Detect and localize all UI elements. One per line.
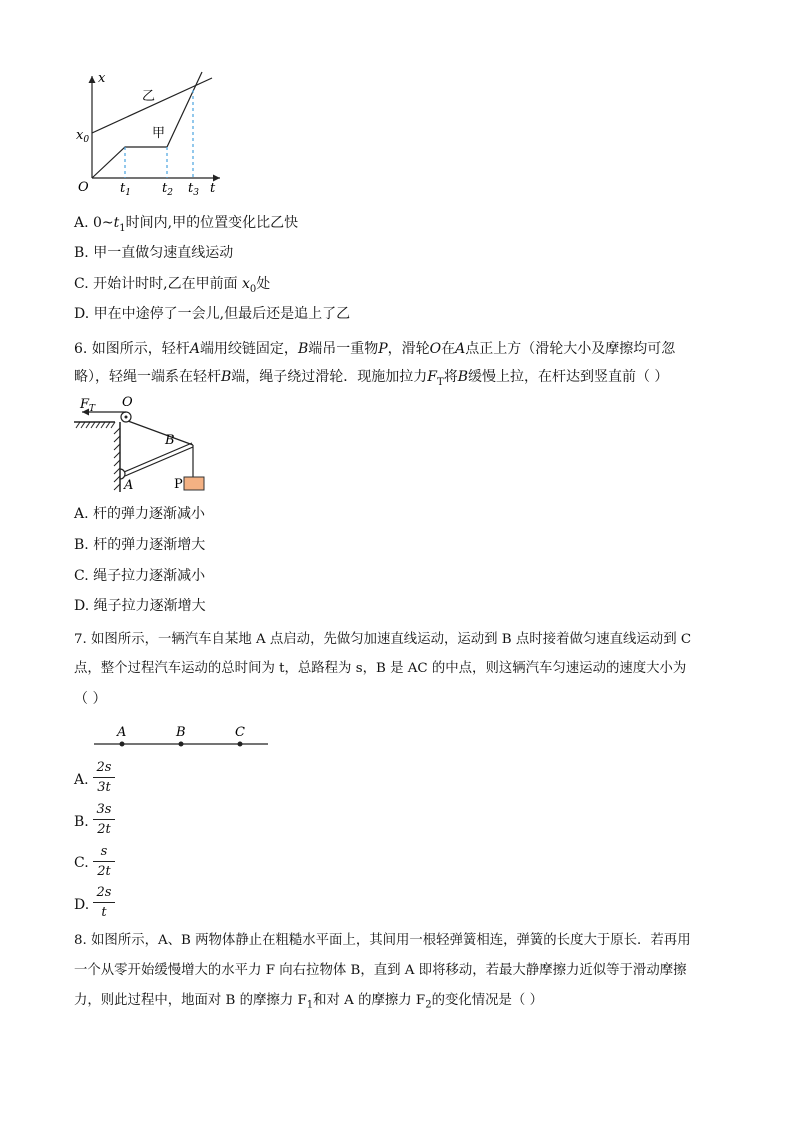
q6-option-c: C. 绳子拉力逐渐减小 (74, 568, 206, 584)
q7-option-c-label: C. (74, 855, 89, 871)
q5-option-c: C. 开始计时时,乙在甲前面 $x_0$处 (74, 276, 271, 295)
ceiling-hatch (76, 422, 115, 428)
p-label: P (174, 477, 183, 492)
x-axis-label: x (98, 71, 106, 86)
q7-option-d-label: D. (74, 897, 90, 913)
q5-option-a: A. $0\sim t_1$时间内,甲的位置变化比乙快 (74, 215, 299, 234)
x0-label: $x_0$ (76, 128, 90, 145)
q7-option-d-fraction: 2s t (90, 884, 118, 921)
q7-stem-line2: 点，整个过程汽车运动的总时间为 t，总路程为 s，B 是 AC 的中点，则这辆汽车匀速运动的速度大小为 (74, 661, 687, 676)
q6-stem-line1: 6. 如图所示，轻杆A端用绞链固定，B端吊一重物P，滑轮O在A点正上方（滑轮大小及摩擦均可忽 (74, 341, 676, 357)
q5-option-d: D. 甲在中途停了一会儿,但最后还是追上了乙 (74, 306, 351, 322)
line-yi (92, 78, 212, 133)
t1-label: $t_1$ (120, 181, 131, 198)
q7-option-a-label: A. (74, 772, 89, 788)
q5-option-b: B. 甲一直做匀速直线运动 (74, 245, 234, 261)
q7-option-b-label: B. (74, 814, 89, 830)
jia-label: 甲 (152, 126, 166, 141)
t-axis-label: t (210, 181, 216, 196)
point-a-label: A (117, 725, 127, 740)
rope-to-b (128, 421, 193, 445)
q7-option-b-fraction: 3s 2t (90, 801, 118, 838)
q6-option-d: D. 绳子拉力逐渐增大 (74, 598, 206, 614)
point-c-label: C (235, 725, 245, 740)
ft-label: $F_T$ (80, 397, 96, 414)
weight-p (184, 477, 204, 490)
origin-label: O (78, 180, 89, 195)
point-a (120, 742, 125, 747)
q6-option-a: A. 杆的弹力逐渐减小 (74, 506, 206, 522)
q7-stem-line1: 7. 如图所示，一辆汽车自某地 A 点启动，先做匀加速直线运动，运动到 B 点时接着做匀速直线运动到 C (74, 632, 692, 647)
q8-stem-line2: 一个从零开始缓慢增大的水平力 F 向右拉物体 B，直到 A 即将移动，若最大静摩擦力近似等于滑动摩擦 (74, 963, 687, 978)
point-b-label: B (176, 725, 186, 740)
q7-option-c-fraction: s 2t (90, 843, 118, 880)
a-label: A (124, 478, 134, 493)
q8-stem-line1: 8. 如图所示，A、B 两物体静止在粗糙水平面上，其间用一根轻弹簧相连，弹簧的长度大于原长．若再用 (74, 933, 691, 948)
rod-top (124, 443, 192, 472)
q6-pulley-figure (70, 392, 220, 497)
t3-label: $t_3$ (188, 181, 199, 198)
q6-stem-line2: 略），轻绳一端系在轻杆B端，绳子绕过滑轮．现施加拉力$F_T$将B缓慢上拉，在杆达到竖直前（ ） (74, 369, 669, 388)
wall-hatch (114, 428, 120, 490)
o-label: O (122, 395, 133, 410)
point-c (238, 742, 243, 747)
q6-option-b: B. 杆的弹力逐渐增大 (74, 537, 206, 553)
b-label: B (165, 433, 175, 448)
yi-label: 乙 (142, 89, 156, 104)
q7-stem-line3: （ ） (74, 691, 107, 707)
point-b (179, 742, 184, 747)
q8-stem-line3: 力，则此过程中，地面对 B 的摩擦力 $F_1$和对 A 的摩擦力 $F_2$的变化情况是（ ） (74, 993, 543, 1011)
q7-option-a-fraction: 2s 3t (90, 759, 118, 796)
t2-label: $t_2$ (162, 181, 173, 198)
rod-bottom (125, 447, 193, 476)
q5-xt-graph (70, 70, 230, 200)
q7-abc-line (90, 720, 275, 752)
